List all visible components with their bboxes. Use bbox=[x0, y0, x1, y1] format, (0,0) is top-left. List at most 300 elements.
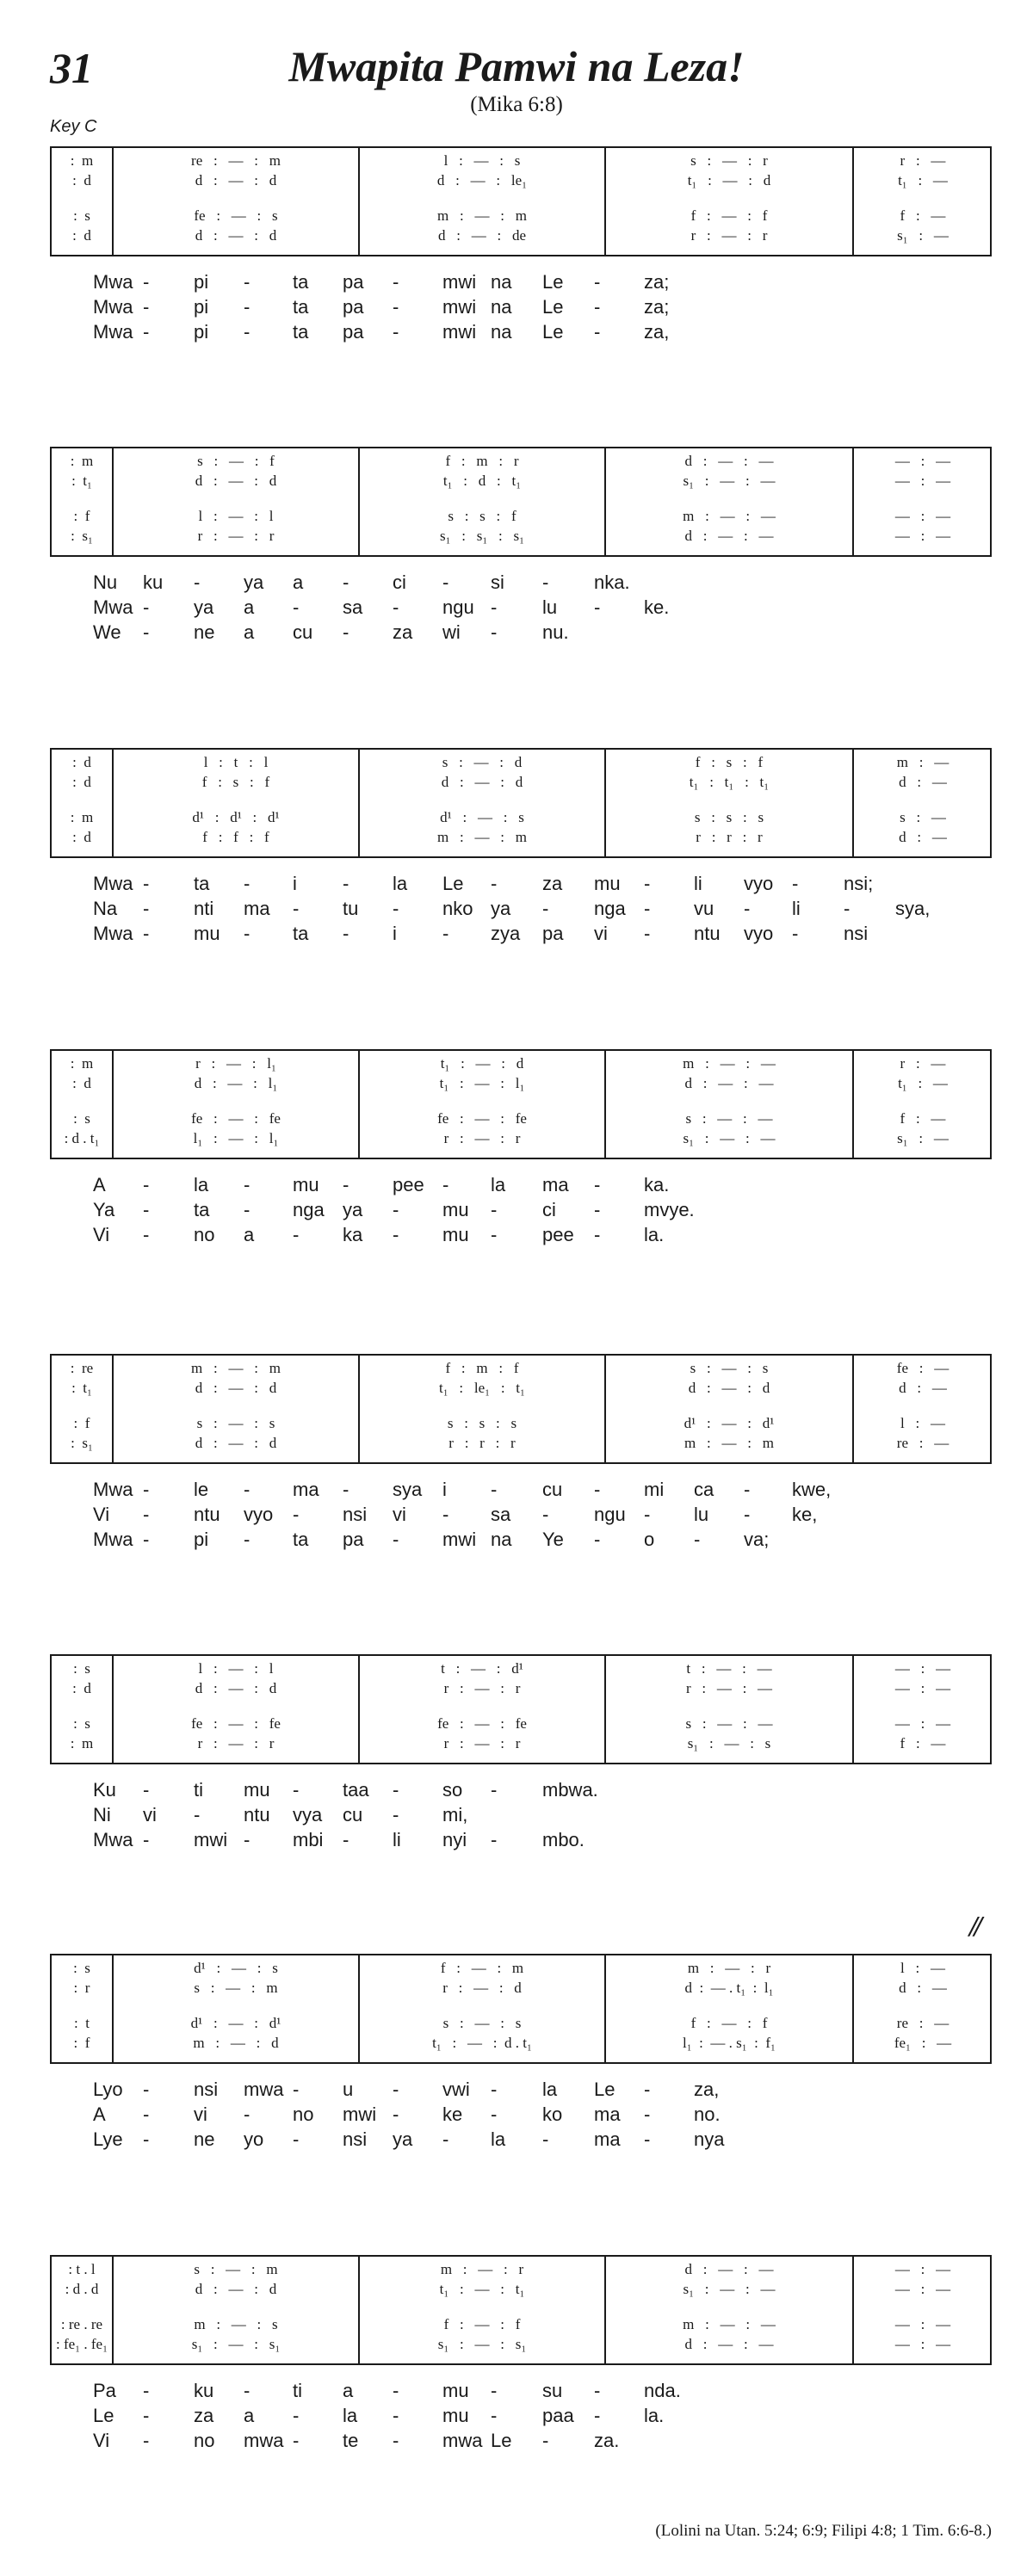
lyric-syllable: vi bbox=[594, 923, 608, 944]
lyric-syllable: ka. bbox=[644, 1174, 670, 1195]
lyric-syllable: ta bbox=[194, 1199, 210, 1220]
solfa-measure: : t . l bbox=[68, 2261, 96, 2277]
lyric-syllable: lu bbox=[542, 596, 558, 618]
lyric-syllable: Mwa bbox=[93, 296, 133, 318]
lyric-syllable: - bbox=[644, 923, 651, 944]
lyric-line bbox=[50, 873, 992, 897]
lyric-syllable: ma bbox=[594, 2128, 621, 2150]
lyric-syllable: ca bbox=[694, 1479, 714, 1500]
lyric-syllable: i bbox=[442, 1479, 447, 1500]
lyric-syllable: nga bbox=[293, 1199, 325, 1220]
lyric-syllable: - bbox=[594, 2405, 601, 2426]
lyric-syllable: ntu bbox=[194, 1504, 220, 1525]
lyric-syllable: - bbox=[393, 2405, 399, 2426]
footer-references: (Lolini na Utan. 5:24; 6:9; Filipi 4:8; 1 Tim. 6:6-8.) bbox=[655, 2522, 992, 2540]
lyric-syllable: ne bbox=[194, 621, 215, 643]
lyric-syllable: - bbox=[244, 1829, 251, 1850]
lyric-syllable: ti bbox=[194, 1779, 203, 1801]
solfa-measure: m : — : m bbox=[437, 829, 527, 845]
lyric-syllable: - bbox=[491, 596, 498, 618]
solfa-measure: d : — : d bbox=[195, 473, 277, 489]
lyric-syllable: - bbox=[744, 898, 751, 919]
lyric-syllable: - bbox=[343, 1829, 349, 1850]
lyric-syllable: - bbox=[393, 596, 399, 618]
solfa-measure: t₁ : — : d bbox=[687, 172, 771, 188]
lyric-syllable: pi bbox=[194, 271, 209, 293]
lyric-syllable: pa bbox=[343, 321, 364, 343]
lyric-syllable: nyi bbox=[442, 1829, 467, 1850]
solfa-voice-row bbox=[52, 473, 990, 495]
lyric-syllable: - bbox=[694, 1529, 701, 1550]
lyric-syllable: - bbox=[143, 1779, 150, 1801]
solfa-measure: l₁ : — : l₁ bbox=[193, 1130, 279, 1146]
solfa-voice-row bbox=[52, 172, 990, 195]
lyric-syllable: vu bbox=[694, 898, 714, 919]
lyric-syllable: ka bbox=[343, 1224, 363, 1245]
lyric-syllable: a bbox=[244, 2405, 255, 2426]
solfa-measure: f : — bbox=[900, 207, 946, 224]
lyric-syllable: mwa bbox=[244, 2430, 284, 2451]
lyric-syllable: mwi bbox=[194, 1829, 228, 1850]
solfa-measure: d : — : d bbox=[195, 1435, 277, 1451]
solfa-measure: f : — : m bbox=[440, 1960, 524, 1976]
lyric-syllable: - bbox=[542, 2128, 549, 2150]
solfa-measure: s₁ : — : — bbox=[683, 1130, 776, 1146]
lyric-syllable: nu. bbox=[542, 621, 569, 643]
lyric-syllable: - bbox=[293, 2405, 300, 2426]
solfa-measure: t₁ : — : t₁ bbox=[439, 2281, 525, 2297]
lyric-syllable: - bbox=[491, 1224, 498, 1245]
solfa-measure: s : — : d bbox=[442, 754, 523, 770]
music-system bbox=[50, 1954, 992, 2064]
lyric-syllable: - bbox=[594, 1199, 601, 1220]
solfa-voice-row bbox=[52, 774, 990, 796]
solfa-measure: f : — bbox=[900, 1110, 946, 1127]
lyric-syllable: Mwa bbox=[93, 271, 133, 293]
solfa-measure: d : — : — bbox=[684, 453, 774, 469]
lyric-syllable: la bbox=[491, 1174, 506, 1195]
solfa-measure: fe : — : fe bbox=[437, 1110, 527, 1127]
solfa-measure: r : r : r bbox=[696, 829, 763, 845]
solfa-measure: s : — : — bbox=[685, 1110, 773, 1127]
lyric-syllable: - bbox=[244, 2103, 251, 2125]
lyric-syllable: nya bbox=[694, 2128, 725, 2150]
lyric-syllable: mvye. bbox=[644, 1199, 695, 1220]
solfa-measure: f : m : r bbox=[445, 453, 519, 469]
solfa-measure: : d bbox=[72, 1075, 91, 1091]
solfa-measure: : m bbox=[70, 453, 94, 469]
lyric-syllable: a bbox=[343, 2380, 354, 2401]
lyric-syllable: ta bbox=[293, 321, 309, 343]
lyric-syllable: ku bbox=[143, 571, 164, 593]
solfa-voice-row bbox=[52, 528, 990, 550]
lyric-syllable: - bbox=[393, 898, 399, 919]
solfa-voice-row bbox=[52, 1435, 990, 1457]
lyric-syllable: - bbox=[393, 1804, 399, 1825]
lyric-syllable: za bbox=[194, 2405, 214, 2426]
solfa-measure: : f bbox=[73, 2035, 90, 2051]
lyric-syllable: - bbox=[293, 1779, 300, 1801]
lyric-syllable: - bbox=[594, 1224, 601, 1245]
solfa-measure: s : s : s bbox=[694, 809, 764, 825]
lyric-syllable: - bbox=[244, 271, 251, 293]
solfa-measure: d : — : de bbox=[438, 227, 526, 244]
lyric-syllable: la bbox=[343, 2405, 358, 2426]
lyric-syllable: - bbox=[143, 2405, 150, 2426]
lyric-line bbox=[50, 1174, 992, 1198]
solfa-measure: s₁ : — : s bbox=[687, 1735, 771, 1751]
lyric-syllable: nsi bbox=[343, 1504, 368, 1525]
lyric-syllable: - bbox=[594, 296, 601, 318]
lyric-syllable: Vi bbox=[93, 2430, 110, 2451]
lyric-syllable: no bbox=[293, 2103, 314, 2125]
lyric-syllable: ngu bbox=[442, 596, 474, 618]
lyric-line bbox=[50, 1199, 992, 1223]
lyric-syllable: - bbox=[744, 1479, 751, 1500]
lyric-syllable: - bbox=[194, 1804, 201, 1825]
solfa-measure: l₁ : — . s₁ : f₁ bbox=[683, 2035, 776, 2051]
solfa-measure: : d bbox=[72, 774, 91, 790]
lyric-syllable: Ku bbox=[93, 1779, 116, 1801]
lyric-syllable: te bbox=[343, 2430, 359, 2451]
lyric-syllable: vya bbox=[293, 1804, 323, 1825]
lyric-syllable: - bbox=[244, 321, 251, 343]
solfa-measure: m : — : s bbox=[194, 2316, 278, 2332]
lyric-syllable: nko bbox=[442, 898, 473, 919]
lyric-syllable: - bbox=[393, 1224, 399, 1245]
lyric-syllable: - bbox=[244, 1199, 251, 1220]
solfa-measure: r : — : d bbox=[442, 1980, 522, 1996]
solfa-measure: m : — bbox=[896, 754, 949, 770]
lyric-syllable: ya bbox=[244, 571, 264, 593]
lyric-syllable: mbi bbox=[293, 1829, 324, 1850]
solfa-measure: r : — bbox=[900, 152, 946, 169]
solfa-measure: d¹ : d¹ : d¹ bbox=[192, 809, 280, 825]
lyric-syllable: va; bbox=[744, 1529, 770, 1550]
lyric-syllable: nsi bbox=[844, 923, 869, 944]
solfa-measure: f : s : f bbox=[201, 774, 270, 790]
lyric-syllable: - bbox=[442, 1174, 449, 1195]
lyric-syllable: mbwa. bbox=[542, 1779, 598, 1801]
solfa-measure: d : — : d bbox=[195, 227, 277, 244]
lyric-line bbox=[50, 2405, 992, 2429]
solfa-measure: f : — bbox=[900, 1735, 946, 1751]
lyric-syllable: sa bbox=[343, 596, 363, 618]
lyric-syllable: mwi bbox=[442, 271, 477, 293]
solfa-measure: t₁ : — : d bbox=[440, 1055, 524, 1072]
lyric-syllable: ci bbox=[393, 571, 406, 593]
lyric-syllable: - bbox=[393, 2103, 399, 2125]
solfa-measure: d¹ : — : s bbox=[194, 1960, 278, 1976]
lyric-syllable: - bbox=[393, 271, 399, 293]
lyric-syllable: - bbox=[244, 296, 251, 318]
lyric-syllable: - bbox=[442, 2128, 449, 2150]
solfa-measure: : s bbox=[73, 1110, 90, 1127]
lyric-syllable: na bbox=[491, 1529, 512, 1550]
lyric-syllable: mu bbox=[442, 2405, 469, 2426]
lyric-syllable: li bbox=[792, 898, 801, 919]
lyric-syllable: - bbox=[293, 1504, 300, 1525]
lyric-syllable: - bbox=[293, 596, 300, 618]
lyric-syllable: za, bbox=[644, 321, 670, 343]
lyric-syllable: pi bbox=[194, 1529, 209, 1550]
solfa-measure: re : — bbox=[896, 2015, 949, 2031]
solfa-measure: : re bbox=[70, 1360, 94, 1376]
solfa-measure: d : — bbox=[899, 1380, 947, 1396]
lyric-syllable: - bbox=[293, 898, 300, 919]
lyric-syllable: nti bbox=[194, 898, 214, 919]
solfa-voice-row bbox=[52, 1380, 990, 1402]
lyric-syllable: - bbox=[644, 2128, 651, 2150]
lyric-syllable: nsi bbox=[343, 2128, 368, 2150]
lyric-syllable: na bbox=[491, 296, 512, 318]
lyric-syllable: pa bbox=[343, 296, 364, 318]
lyric-syllable: - bbox=[491, 2405, 498, 2426]
solfa-measure: m : — : — bbox=[683, 1055, 776, 1072]
solfa-voice-row bbox=[52, 1735, 990, 1757]
lyric-syllable: - bbox=[792, 923, 799, 944]
lyric-syllable: ke, bbox=[792, 1504, 818, 1525]
lyric-syllable: - bbox=[143, 2128, 150, 2150]
lyric-syllable: mbo. bbox=[542, 1829, 585, 1850]
solfa-measure: s : — : s bbox=[196, 1415, 275, 1431]
lyric-syllable: - bbox=[143, 873, 150, 894]
lyric-syllable: - bbox=[491, 1779, 498, 1801]
lyric-syllable: - bbox=[442, 923, 449, 944]
lyric-syllable: ta bbox=[293, 1529, 309, 1550]
solfa-measure: s₁ : s₁ : s₁ bbox=[439, 528, 525, 544]
lyric-syllable: za. bbox=[594, 2430, 620, 2451]
solfa-measure: s : — : — bbox=[685, 1715, 773, 1732]
lyric-syllable: mwa bbox=[244, 2079, 284, 2100]
lyric-syllable: nsi; bbox=[844, 873, 874, 894]
lyric-syllable: Mwa bbox=[93, 596, 133, 618]
lyric-syllable: - bbox=[393, 321, 399, 343]
lyric-syllable: vyo bbox=[744, 873, 774, 894]
solfa-measure: f : — : f bbox=[690, 2015, 768, 2031]
solfa-measure: r : — : r bbox=[443, 1680, 521, 1696]
lyric-syllable: pa bbox=[542, 923, 564, 944]
lyric-syllable: ta bbox=[293, 923, 309, 944]
lyric-syllable: ntu bbox=[694, 923, 721, 944]
lyric-syllable: mi, bbox=[442, 1804, 468, 1825]
lyric-syllable: ne bbox=[194, 2128, 215, 2150]
solfa-measure: s₁ : — bbox=[897, 1130, 949, 1146]
lyric-syllable: mwi bbox=[442, 321, 477, 343]
solfa-measure: — : — bbox=[894, 2316, 951, 2332]
lyric-syllable: no. bbox=[694, 2103, 721, 2125]
solfa-measure: f : — : f bbox=[690, 207, 768, 224]
solfa-measure: : s bbox=[73, 1960, 90, 1976]
solfa-measure: d : — bbox=[899, 1980, 947, 1996]
lyric-syllable: - bbox=[143, 2380, 150, 2401]
lyric-syllable: - bbox=[491, 2079, 498, 2100]
lyric-syllable: nda. bbox=[644, 2380, 681, 2401]
solfa-measure: r : — : r bbox=[690, 227, 768, 244]
solfa-measure: d : — : — bbox=[684, 2336, 774, 2352]
lyric-syllable: pa bbox=[343, 271, 364, 293]
lyric-syllable: - bbox=[491, 1199, 498, 1220]
solfa-measure: m : — : m bbox=[437, 207, 527, 224]
solfa-measure: f : f : f bbox=[202, 829, 269, 845]
lyric-syllable: - bbox=[594, 1479, 601, 1500]
lyric-syllable: - bbox=[143, 1174, 150, 1195]
lyric-syllable: - bbox=[143, 1504, 150, 1525]
lyric-syllable: - bbox=[143, 1199, 150, 1220]
lyric-syllable: a bbox=[244, 1224, 255, 1245]
lyric-syllable: - bbox=[244, 873, 251, 894]
lyric-syllable: kwe, bbox=[792, 1479, 832, 1500]
solfa-measure: d : — : le₁ bbox=[436, 172, 528, 188]
lyric-syllable: la bbox=[393, 873, 408, 894]
solfa-measure: : d bbox=[72, 1680, 91, 1696]
solfa-measure: f : m : f bbox=[445, 1360, 519, 1376]
lyric-syllable: Mwa bbox=[93, 1829, 133, 1850]
lyric-syllable: - bbox=[143, 1529, 150, 1550]
lyric-syllable: za; bbox=[644, 296, 670, 318]
lyric-syllable: Lyo bbox=[93, 2079, 123, 2100]
lyric-syllable: la. bbox=[644, 2405, 665, 2426]
lyric-syllable: Le bbox=[594, 2079, 615, 2100]
lyric-syllable: so bbox=[442, 1779, 463, 1801]
lyric-syllable: no bbox=[194, 2430, 215, 2451]
solfa-voice-row bbox=[52, 2336, 990, 2358]
lyric-syllable: - bbox=[393, 1199, 399, 1220]
solfa-measure: t₁ : — : l₁ bbox=[439, 1075, 525, 1091]
lyric-syllable: na bbox=[491, 321, 512, 343]
lyric-line bbox=[50, 2380, 992, 2404]
solfa-measure: r : r : r bbox=[448, 1435, 516, 1451]
solfa-measure: l : t : l bbox=[203, 754, 269, 770]
lyric-syllable: A bbox=[93, 2103, 106, 2125]
solfa-measure: r : — : r bbox=[443, 1130, 521, 1146]
solfa-measure: r : — : l₁ bbox=[195, 1055, 276, 1072]
lyric-syllable: - bbox=[844, 898, 851, 919]
lyric-syllable: ma bbox=[542, 1174, 569, 1195]
solfa-measure: : m bbox=[70, 152, 94, 169]
lyric-syllable: mwi bbox=[442, 1529, 477, 1550]
lyric-syllable: Pa bbox=[93, 2380, 116, 2401]
solfa-measure: t₁ : — bbox=[898, 172, 948, 188]
lyric-syllable: - bbox=[393, 2430, 399, 2451]
lyric-syllable: - bbox=[393, 2079, 399, 2100]
lyric-syllable: ya bbox=[343, 1199, 363, 1220]
lyric-syllable: - bbox=[792, 873, 799, 894]
lyric-syllable: tu bbox=[343, 898, 359, 919]
solfa-measure: re : — bbox=[896, 1435, 949, 1451]
lyric-syllable: Mwa bbox=[93, 1479, 133, 1500]
lyric-syllable: Na bbox=[93, 898, 118, 919]
lyric-syllable: - bbox=[491, 2103, 498, 2125]
lyric-syllable: - bbox=[594, 2380, 601, 2401]
lyric-line bbox=[50, 1224, 992, 1248]
solfa-measure: d : — : d bbox=[195, 2281, 277, 2297]
music-system bbox=[50, 748, 992, 858]
lyric-syllable: ke. bbox=[644, 596, 670, 618]
lyric-syllable: ma bbox=[594, 2103, 621, 2125]
solfa-voice-row bbox=[52, 1075, 990, 1097]
solfa-measure: — : — bbox=[894, 1715, 951, 1732]
lyric-line bbox=[50, 923, 992, 947]
lyric-syllable: - bbox=[244, 923, 251, 944]
solfa-measure: : s₁ bbox=[71, 528, 93, 544]
lyric-line bbox=[50, 898, 992, 922]
solfa-measure: l : — : l bbox=[198, 508, 274, 524]
lyric-syllable: - bbox=[393, 2380, 399, 2401]
music-system bbox=[50, 447, 992, 557]
solfa-measure: d : — : — bbox=[684, 528, 774, 544]
solfa-measure: — : — bbox=[894, 2281, 951, 2297]
solfa-measure: d : — : d bbox=[195, 1380, 277, 1396]
lyric-syllable: - bbox=[491, 873, 498, 894]
solfa-measure: s : — : m bbox=[194, 1980, 278, 1996]
solfa-measure: d : — : d bbox=[688, 1380, 770, 1396]
music-system bbox=[50, 1354, 992, 1464]
lyric-syllable: - bbox=[343, 1479, 349, 1500]
lyric-syllable: cu bbox=[293, 621, 313, 643]
lyric-syllable: - bbox=[594, 596, 601, 618]
lyric-syllable: a bbox=[244, 621, 255, 643]
solfa-measure: : t₁ bbox=[71, 473, 92, 489]
lyric-syllable: - bbox=[143, 321, 150, 343]
lyric-syllable: - bbox=[393, 296, 399, 318]
lyric-syllable: Ye bbox=[542, 1529, 564, 1550]
solfa-measure: — : — bbox=[894, 508, 951, 524]
song-number: 31 bbox=[50, 44, 93, 92]
solfa-measure: r : — bbox=[900, 1055, 946, 1072]
solfa-measure: r : — : r bbox=[197, 528, 275, 544]
lyric-syllable: - bbox=[143, 898, 150, 919]
song-title: Mwapita Pamwi na Leza! bbox=[288, 42, 745, 90]
solfa-measure: s₁ : — bbox=[897, 227, 949, 244]
lyric-syllable: ya bbox=[194, 596, 214, 618]
lyric-line bbox=[50, 1829, 992, 1853]
solfa-measure: : t bbox=[74, 2015, 90, 2031]
solfa-measure: s₁ : — : s₁ bbox=[437, 2336, 527, 2352]
lyric-syllable: Le bbox=[542, 296, 564, 318]
lyric-syllable: - bbox=[143, 1829, 150, 1850]
solfa-measure: s : — : s bbox=[442, 2015, 522, 2031]
lyric-syllable: A bbox=[93, 1174, 106, 1195]
lyric-syllable: ya bbox=[393, 2128, 413, 2150]
solfa-measure: l : — : l bbox=[198, 1660, 274, 1677]
solfa-measure: : s bbox=[73, 1660, 90, 1677]
lyric-syllable: su bbox=[542, 2380, 563, 2401]
lyric-syllable: u bbox=[343, 2079, 354, 2100]
lyric-syllable: vwi bbox=[442, 2079, 470, 2100]
lyric-syllable: Ya bbox=[93, 1199, 115, 1220]
solfa-measure: l : — bbox=[900, 1415, 945, 1431]
lyric-syllable: Le bbox=[542, 271, 564, 293]
lyric-syllable: ta bbox=[293, 296, 309, 318]
solfa-measure: fe : — : fe bbox=[191, 1110, 281, 1127]
lyric-syllable: - bbox=[244, 2380, 251, 2401]
solfa-measure: m : — : r bbox=[687, 1960, 771, 1976]
solfa-measure: : fe₁ . fe₁ bbox=[56, 2336, 108, 2352]
lyric-syllable: vi bbox=[194, 2103, 207, 2125]
lyric-syllable: la bbox=[194, 1174, 209, 1195]
solfa-measure: : m bbox=[70, 1055, 94, 1072]
lyric-syllable: la bbox=[542, 2079, 558, 2100]
solfa-measure: : f bbox=[73, 508, 90, 524]
lyric-syllable: Mwa bbox=[93, 321, 133, 343]
lyric-syllable: za, bbox=[694, 2079, 720, 2100]
lyric-line bbox=[50, 2079, 992, 2103]
solfa-measure: : t₁ bbox=[71, 1380, 92, 1396]
lyric-syllable: - bbox=[744, 1504, 751, 1525]
solfa-measure: d : — : d bbox=[195, 172, 277, 188]
solfa-measure: : r bbox=[73, 1980, 90, 1996]
